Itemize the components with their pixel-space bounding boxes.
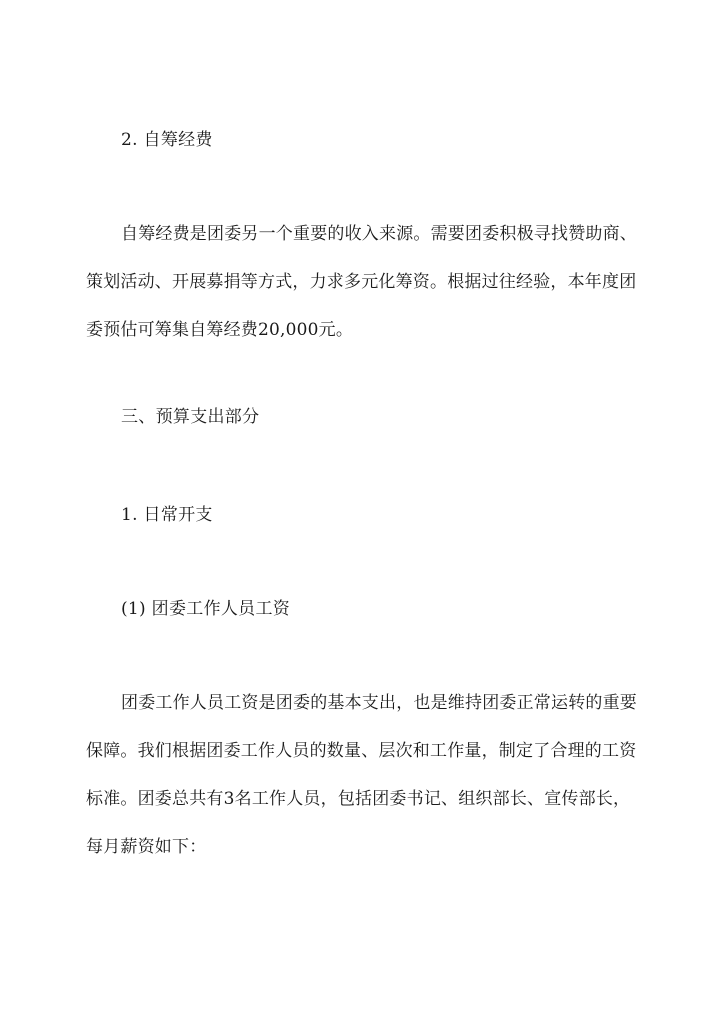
paragraph-line: 团委工作人员工资是团委的基本支出，也是维持团委正常运转的重要 bbox=[121, 693, 637, 713]
paragraph-line: 委预估可筹集自筹经费20,000元。 bbox=[86, 320, 354, 340]
subsection-heading-daily-expenses: 1. 日常开支 bbox=[121, 505, 213, 525]
section-heading-self-funding: 2. 自筹经费 bbox=[121, 130, 213, 150]
paragraph-line: 标准。团委总共有3名工作人员，包括团委书记、组织部长、宣传部长， bbox=[86, 789, 631, 809]
paragraph-line: 每月薪资如下： bbox=[86, 837, 207, 857]
paragraph-staff-salary bbox=[86, 691, 646, 883]
paragraph-line: 自筹经费是团委另一个重要的收入来源。需要团委积极寻找赞助商、 bbox=[121, 224, 637, 244]
item-heading-staff-salary: (1) 团委工作人员工资 bbox=[121, 599, 291, 619]
paragraph-line: 保障。我们根据团委工作人员的数量、层次和工作量，制定了合理的工资 bbox=[86, 741, 637, 761]
paragraph-self-funding bbox=[86, 222, 646, 366]
section-heading-expenses: 三、预算支出部分 bbox=[121, 407, 260, 427]
paragraph-line: 策划活动、开展募捐等方式，力求多元化筹资。根据过往经验，本年度团 bbox=[86, 272, 637, 292]
